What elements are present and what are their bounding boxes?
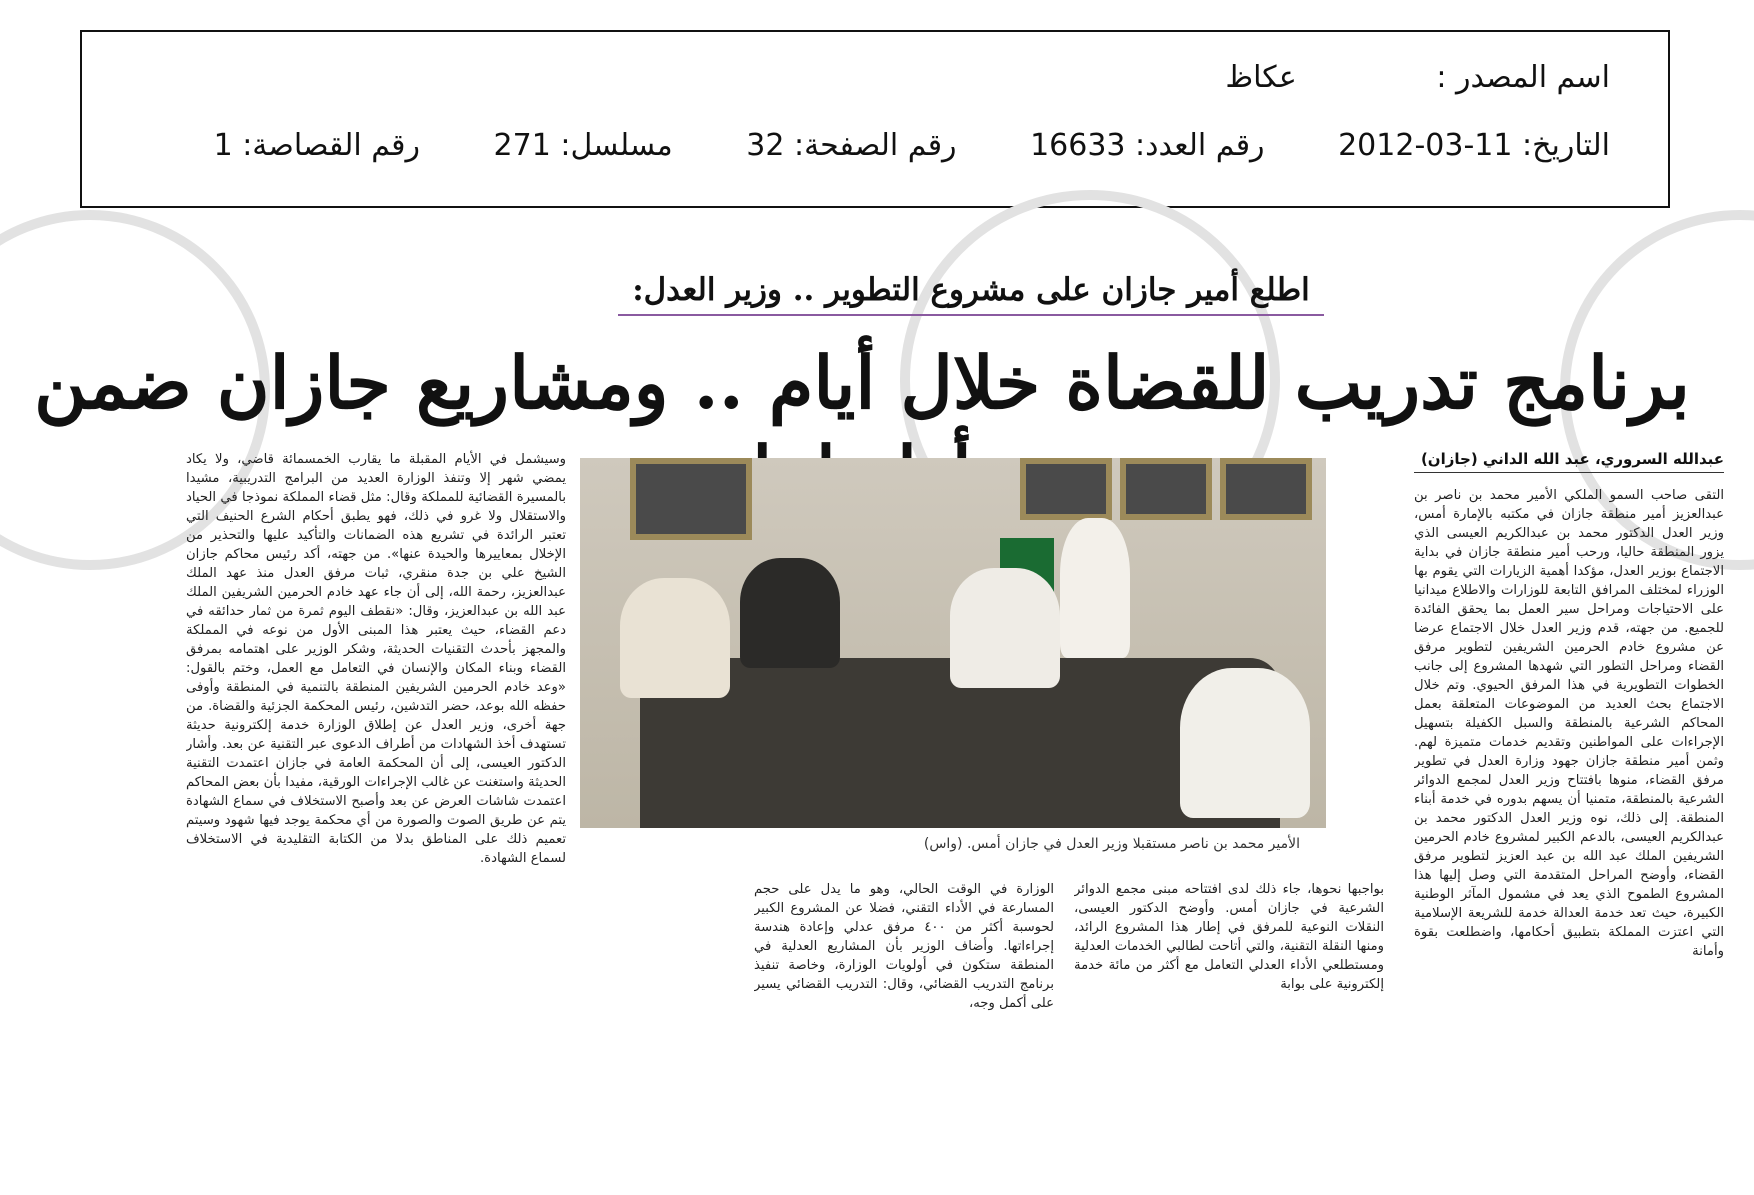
source-label: اسم المصدر : [1436, 60, 1610, 95]
article-photo [580, 458, 1326, 828]
photo-person [740, 558, 840, 668]
photo-portrait-frame [1120, 458, 1212, 520]
serial-field: مسلسل: 271 [493, 128, 673, 163]
photo-portrait-frame [1220, 458, 1312, 520]
article-kicker: اطلع أمير جازان على مشروع التطوير .. وزير العدل: [618, 272, 1324, 316]
clip-field: رقم القصاصة: 1 [213, 128, 420, 163]
photo-person [950, 568, 1060, 688]
photo-person [1060, 518, 1130, 658]
page-field: رقم الصفحة: 32 [746, 128, 957, 163]
article-column-bottom-2: الوزارة في الوقت الحالي، وهو ما يدل على حجم المسارعة في الأداء التقني، فضلا عن المشروع الكبير لحوسبة أكثر من ٤٠٠ مرفق عدلي وإعادة هندسة إجراءاتها. وأضاف الوزير بأن المشاريع العدلية في المنطقة ستكون في أولويات الوزارة، وخاصة تنفيذ برنامج التدريب القضائي، وقال: التدريب القضائي يسير على أكمل وجه، [754, 882, 1054, 1011]
date-field: التاريخ: 11-03-2012 [1338, 128, 1610, 163]
photo-person [1180, 668, 1310, 818]
article-column-right: التقى صاحب السمو الملكي الأمير محمد بن ناصر بن عبدالعزيز أمير منطقة جازان في مكتبه بالإمارة أمس، وزير العدل الدكتور محمد بن عبدالكريم العيسى الذي يزور المنطقة حاليا، ورحب أمير منطقة جازان في بداية الاجتماع بوزير العدل، مؤكدا أهمية الزيارات التي يقوم بها الوزراء لمختلف المرافق التابعة للوزارات والاطلاع ميدانيا على الاحتياجات ومراحل سير العمل بما يحقق الفائدة للجميع. من جهته، قدم وزير العدل خلال الاجتماع عرضا عن مشروع خادم الحرمين الشريفين لتطوير مرفق القضاء ومراحل التطور التي شهدها المشروع إلى جانب الخطوات التطويرية في هذا المرفق الحيوي. وتم خلال الاجتماع بحث العديد من الموضوعات المتعلقة بعمل المحاكم الشرعية بالمنطقة والسبل الكفيلة بتسهيل الإجراءات على المواطنين وتقديم خدمات متميزة لهم. وثمن أمير منطقة جازان جهود وزارة العدل في تطوير مرفق القضاء، منوها بافتتاح وزير العدل لمجمع الدوائر الشرعية بالمنطقة، متمنيا أن يسهم بدوره في خدمة أبناء المنطقة. إلى ذلك، نوه وزير العدل الدكتور محمد بن عبدالكريم العيسى، بالدعم الكبير لمشروع خادم الحرمين الشريفين الملك عبد الله بن عبد العزيز لتطوير مرفق القضاء، وأوضح المراحل المتقدمة التي وصل إليها هذا المشروع الطموح الذي يعد في مشمول المآثر الوطنية الكبيرة، حيث تعد خدمة العدالة خدمة للشريعة الإسلامية التي اعتزت المملكة بتطبيق أحكامها، واضطلعت بقوة وأمانة [1414, 488, 1724, 959]
photo-portrait-frame [1020, 458, 1112, 520]
article-column-bottom-1: بواجبها نحوها، جاء ذلك لدى افتتاحه مبنى مجمع الدوائر الشرعية في جازان أمس. وأوضح الدكتور العيسى، النقلات النوعية للمرفق في إطار هذا المشروع الرائد، ومنها النقلة التقنية، والتي أتاحت لطالبي الخدمات العدلية ومستطلعي الأداء العدلي التعامل مع أكثر من مائة خدمة إلكترونية على بوابة [1074, 882, 1384, 992]
article-byline: عبدالله السروري، عبد الله الداني (جازان) [1414, 450, 1724, 473]
source-row [1225, 60, 1610, 95]
newspaper-clipping [0, 230, 1754, 1022]
source-metadata-box [80, 30, 1670, 208]
article-column-left: وسيشمل في الأيام المقبلة ما يقارب الخمسمائة قاضي، ولا يكاد يمضي شهر إلا وتنفذ الوزارة العديد من البرامج التدريبية، مشيدا بالمسيرة القضائية للمملكة وقال: مثل قضاء المملكة نموذجا في الحياد والاستقلال ولا غرو في ذلك، فهو يطبق أحكام الشرع الحنيف التي تعتبر الرائدة في تشريع هذه الضمانات والتأكيد عليها والتحذير من الإخلال بمعاييرها والحيدة عنها». من جهته، أكد رئيس محاكم جازان الشيخ علي بن جدة منقري، ثبات مرفق العدل منذ عهد الملك عبدالعزيز، رحمة الله، إلى أن جاء عهد خادم الحرمين الشريفين الملك عبد الله بن عبدالعزيز، وقال: «نقطف اليوم ثمرة من ثمار حدائقه في دعم القضاء، حيث يعتبر هذا المبنى الأول من نوعه في المملكة والمجهز بأحدث التقنيات الحديثة، وشكر الوزير على اهتمامه بمرفق القضاء وبناء المكان والإنسان في التعامل مع العمل، وختم بالقول: «وعد خادم الحرمين الشريفين المنطقة بالتنمية في المنطقة وأوفى حفظه الله بوعد، حضر التدشين، رئيس المحكمة الجزئية والقضاة. من جهة أخرى، وزير العدل عن إطلاق الوزارة خدمة إلكترونية حديثة تستهدف أخذ الشهادات من أطراف الدعوى عبر التقنية عن بعد. وأشار الدكتور العيسى، إلى أن المحكمة العامة في جازان اعتمدت التقنية الحديثة واستغنت عن غالب الإجراءات الورقية، مفيدا بأن بعض المحاكم اعتمدت شاشات العرض عن بعد وأصبح الاستخلاف في سماع الشهادة يتم عن طريق الصوت والصورة من أي محكمة يوجد فيها شهود وسيتم تعميم ذلك على المناطق بدلا من الكتابة التقليدية في الاستخلاف لسماع الشهادة. [186, 452, 566, 866]
photo-person [620, 578, 730, 698]
photo-caption: الأمير محمد بن ناصر مستقبلا وزير العدل في جازان أمس. (واس) [923, 836, 1300, 852]
photo-portrait-frame [630, 458, 752, 540]
article-headline: برنامج تدريب للقضاة خلال أيام .. ومشاريع جازان ضمن [34, 340, 1690, 425]
source-value: عكاظ [1225, 60, 1297, 95]
details-row [214, 128, 1610, 163]
issue-field: رقم العدد: 16633 [1030, 128, 1265, 163]
